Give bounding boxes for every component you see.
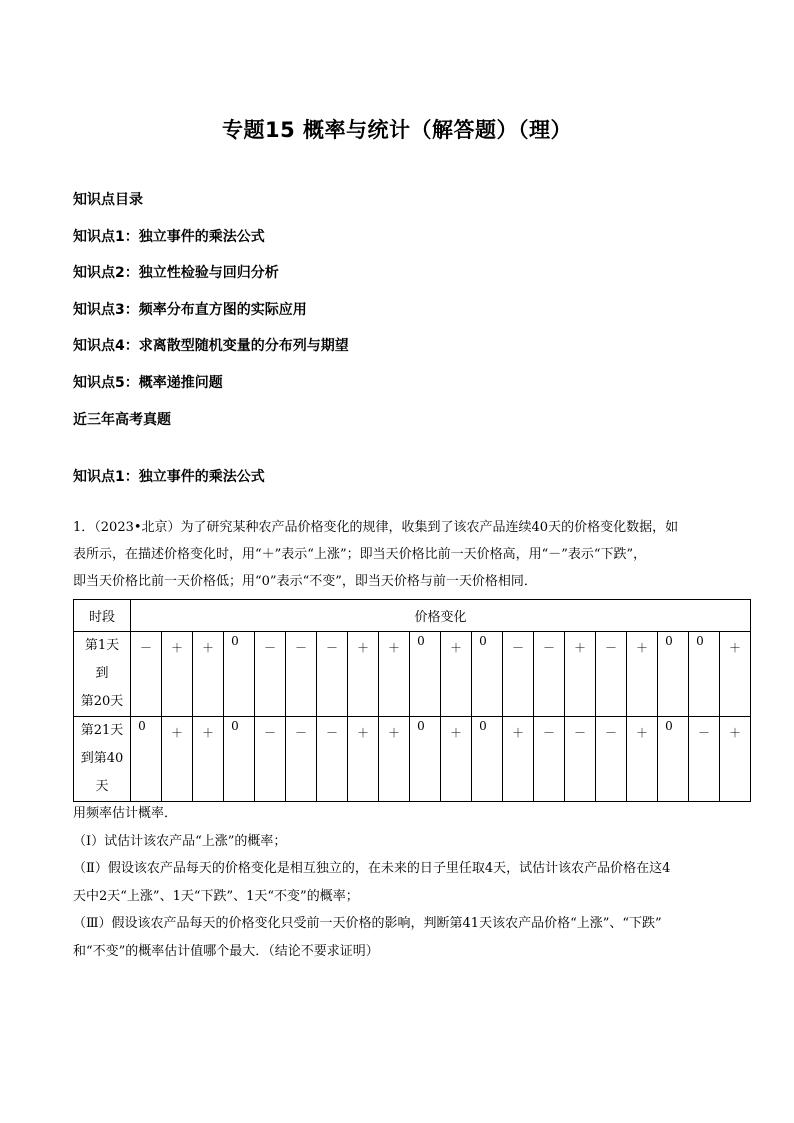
price-change-symbol: 0 xyxy=(479,719,487,733)
price-change-symbol: 0 xyxy=(665,634,673,648)
header-price-change: 价格变化 xyxy=(131,600,751,632)
price-change-symbol: ＋ xyxy=(635,641,648,655)
price-change-symbol: ＋ xyxy=(356,726,369,740)
price-change-cell xyxy=(348,632,379,717)
price-change-cell xyxy=(317,632,348,717)
price-change-symbol: ＋ xyxy=(387,641,400,655)
price-change-cell xyxy=(503,632,534,717)
price-change-cell xyxy=(348,717,379,802)
price-change-cell xyxy=(472,717,503,802)
price-change-symbol: ＋ xyxy=(170,641,183,655)
section-heading: 知识点1：独立事件的乘法公式 xyxy=(73,469,265,485)
price-change-symbol: － xyxy=(294,641,307,655)
price-change-symbol: － xyxy=(511,641,524,655)
price-change-table xyxy=(73,599,751,802)
price-change-symbol: 0 xyxy=(138,719,146,733)
price-change-symbol: － xyxy=(325,641,338,655)
question-part-3-cont: 和“不变”的概率估计值哪个最大．（结论不要求证明） xyxy=(73,943,379,959)
price-change-symbol: ＋ xyxy=(511,726,524,740)
price-change-symbol: ＋ xyxy=(449,641,462,655)
toc-item-2: 知识点2：独立性检验与回归分析 xyxy=(73,265,279,282)
price-change-cell xyxy=(658,717,689,802)
price-change-cell xyxy=(286,632,317,717)
price-change-cell xyxy=(689,632,720,717)
table-header-row xyxy=(74,600,751,632)
toc-item-4: 知识点4：求离散型随机变量的分布列与期望 xyxy=(73,338,349,355)
price-change-symbol: ＋ xyxy=(201,641,214,655)
price-change-symbol: 0 xyxy=(479,634,487,648)
toc-item-3: 知识点3：频率分布直方图的实际应用 xyxy=(73,301,307,318)
document-title: 专题15 概率与统计（解答题）（理） xyxy=(221,118,573,142)
toc-item-5: 知识点5：概率递推问题 xyxy=(73,374,223,391)
price-change-cell xyxy=(255,717,286,802)
price-change-cell xyxy=(131,717,162,802)
price-change-symbol: － xyxy=(573,726,586,740)
price-change-cell xyxy=(131,632,162,717)
table-row xyxy=(74,717,751,802)
question-line: 用频率估计概率． xyxy=(73,806,178,821)
price-change-cell xyxy=(472,632,503,717)
question-line: 即当天价格比前一天价格低；用“0”表示“不变”，即当天价格与前一天价格相同． xyxy=(73,574,537,589)
price-change-symbol: － xyxy=(542,641,555,655)
question-part-1: （Ⅰ）试估计该农产品“上涨”的概率； xyxy=(73,833,287,849)
price-change-cell xyxy=(410,717,441,802)
price-change-cell xyxy=(534,717,565,802)
price-change-symbol: － xyxy=(139,641,152,655)
question-part-2: （Ⅱ）假设该农产品每天的价格变化是相互独立的，在未来的日子里任取4天，试估计该农产品价格在这4 xyxy=(73,861,671,876)
table-row xyxy=(74,632,751,717)
row-label-line: 第21天 xyxy=(80,723,124,738)
price-change-symbol: 0 xyxy=(665,719,673,733)
price-change-cell xyxy=(317,717,348,802)
price-change-symbol: ＋ xyxy=(356,641,369,655)
table-of-contents xyxy=(73,188,349,444)
price-change-cell xyxy=(720,717,751,802)
price-change-symbol: ＋ xyxy=(170,726,183,740)
row-label-line: 第1天 xyxy=(84,638,120,653)
row-label-line: 到 xyxy=(95,666,109,681)
price-change-symbol: 0 xyxy=(696,634,704,648)
price-change-symbol: 0 xyxy=(417,634,425,648)
price-change-symbol: ＋ xyxy=(387,726,400,740)
price-change-cell xyxy=(503,717,534,802)
price-change-symbol: － xyxy=(542,726,555,740)
price-change-symbol: － xyxy=(294,726,307,740)
price-change-symbol: ＋ xyxy=(201,726,214,740)
price-change-symbol: － xyxy=(604,641,617,655)
price-change-symbol: 0 xyxy=(231,719,239,733)
price-change-symbol: － xyxy=(325,726,338,740)
price-change-symbol: 0 xyxy=(231,634,239,648)
price-change-symbol: － xyxy=(604,726,617,740)
question-part-3: （Ⅲ）假设该农产品每天的价格变化只受前一天价格的影响，判断第41天该农产品价格“上涨”、“下跌” xyxy=(73,916,662,931)
price-change-symbol: 0 xyxy=(417,719,425,733)
header-period: 时段 xyxy=(74,600,131,632)
price-change-cell xyxy=(410,632,441,717)
price-change-symbol: ＋ xyxy=(728,641,741,655)
price-change-cell xyxy=(565,717,596,802)
price-change-symbol: ＋ xyxy=(573,641,586,655)
price-change-symbol: ＋ xyxy=(449,726,462,740)
price-change-cell xyxy=(224,632,255,717)
price-change-cell xyxy=(224,717,255,802)
question-line: 表所示，在描述价格变化时，用“＋”表示“上涨”；即当天价格比前一天价格高，用“－”表示“下跌”， xyxy=(73,547,647,562)
price-change-symbol: － xyxy=(263,726,276,740)
price-change-cell xyxy=(720,632,751,717)
question-body xyxy=(73,800,753,965)
price-change-cell xyxy=(565,632,596,717)
price-change-symbol: ＋ xyxy=(635,726,648,740)
price-change-cell xyxy=(162,632,193,717)
price-change-cell xyxy=(255,632,286,717)
price-change-symbol: － xyxy=(697,726,710,740)
toc-item-1: 知识点1：独立事件的乘法公式 xyxy=(73,228,265,245)
toc-item-past-exams: 近三年高考真题 xyxy=(73,411,171,428)
price-change-symbol: － xyxy=(263,641,276,655)
row-label-line: 到第40 xyxy=(80,751,124,766)
row-label-line: 第20天 xyxy=(80,694,124,709)
price-change-cell xyxy=(596,717,627,802)
price-change-cell xyxy=(689,717,720,802)
question-intro xyxy=(73,514,733,595)
price-change-cell xyxy=(534,632,565,717)
toc-heading: 知识点目录 xyxy=(73,192,143,208)
question-part-2-cont: 天中2天“上涨”、1天“下跌”、1天“不变”的概率； xyxy=(73,888,359,904)
question-line: 1．（2023•北京）为了研究某种农产品价格变化的规律，收集到了该农产品连续40天的价格变化数据，如 xyxy=(73,520,679,535)
price-change-cell xyxy=(162,717,193,802)
row-label-line: 天 xyxy=(95,779,109,794)
price-change-cell xyxy=(596,632,627,717)
price-change-symbol: ＋ xyxy=(728,726,741,740)
row-label-day21-40 xyxy=(74,717,131,802)
price-change-cell xyxy=(286,717,317,802)
row-label-day1-20 xyxy=(74,632,131,717)
